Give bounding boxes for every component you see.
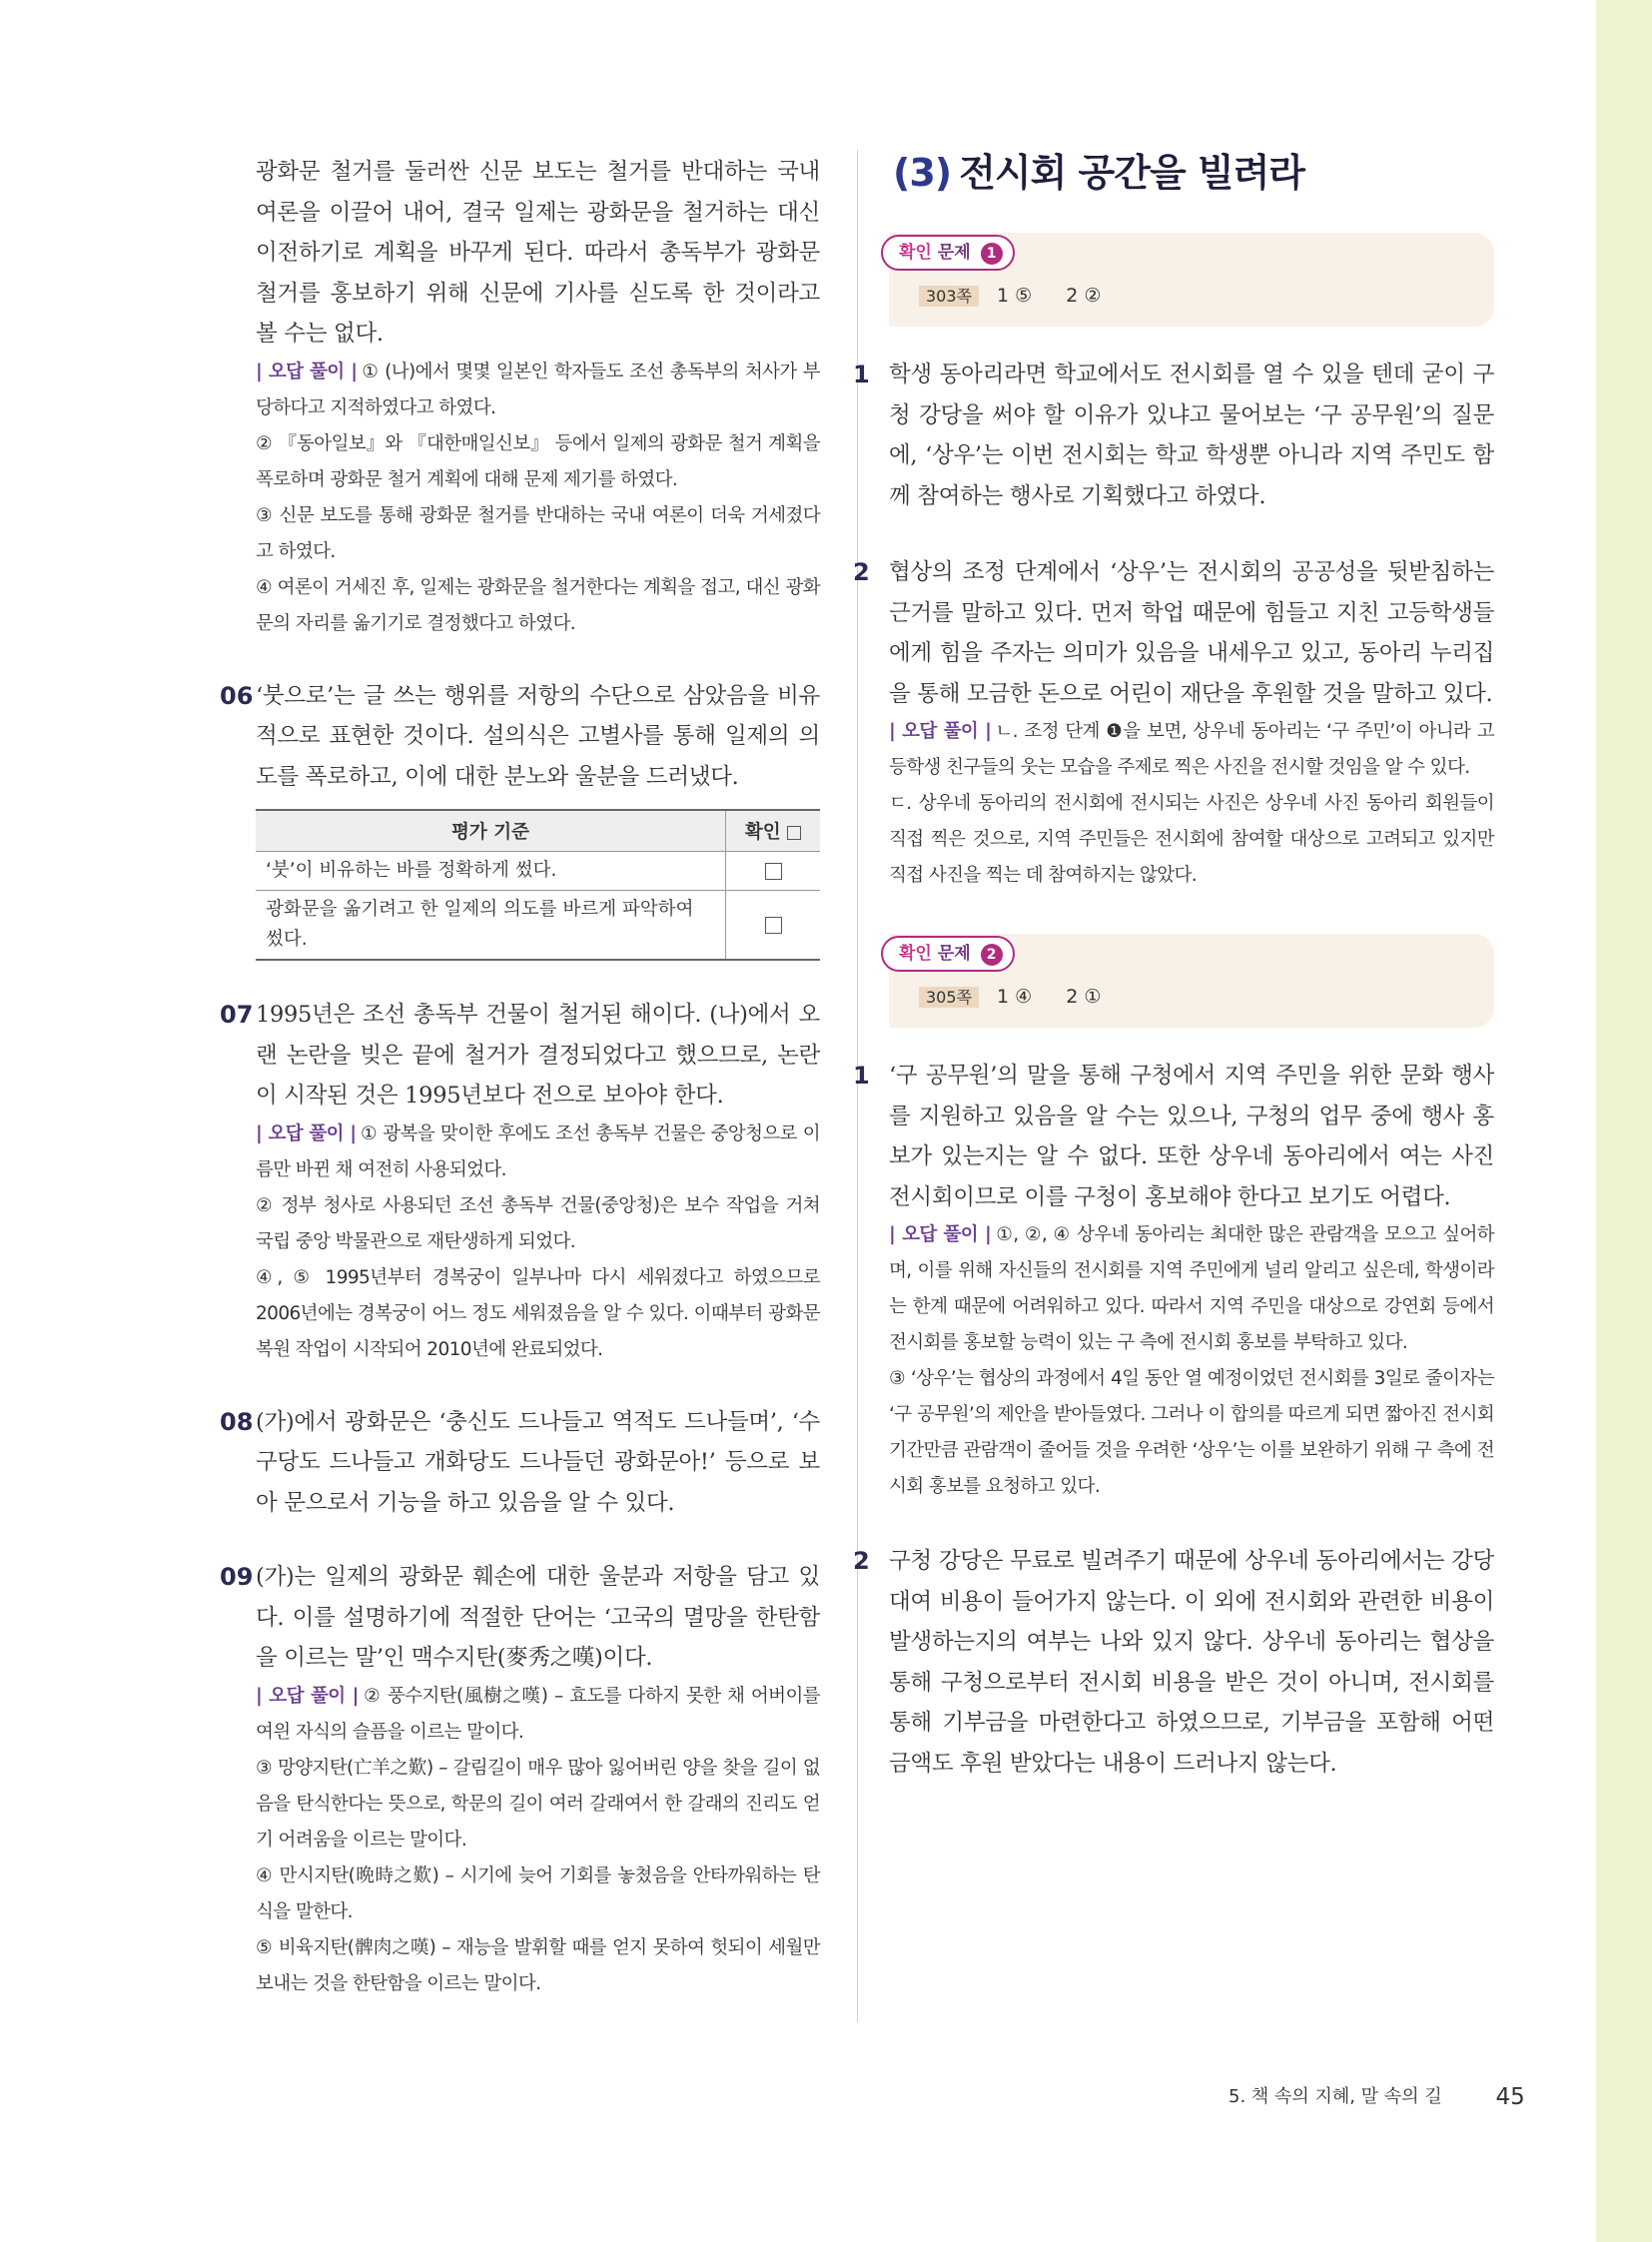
number-circle-icon: 2 — [981, 944, 1003, 966]
question-09 — [220, 1557, 820, 2002]
question-06 — [220, 676, 820, 962]
intro-paragraph: 광화문 철거를 둘러싼 신문 보도는 철거를 반대하는 국내 여론을 이끌어 내어, 결국 일제는 광화문을 철거하는 대신 이전하기로 계획을 바꾸게 된다. 따라서 총독부가 광화문 철거를 홍보하기 위해 신문에 기사를 싣도록 한 것이라고 볼 수는 없다. — [256, 159, 820, 347]
note-line: ④ 만시지탄(晩時之歎) – 시기에 늦어 기회를 놓쳤음을 안타까워하는 탄식을 말한다. — [256, 1865, 820, 1922]
note-tag: | 오답 풀이 | — [256, 1685, 359, 1707]
question-number: 07 — [220, 1001, 254, 1029]
confirm-badge: 확인 문제 1 — [881, 235, 1015, 271]
table-row — [256, 852, 820, 891]
checkbox[interactable] — [765, 917, 782, 934]
confirm-box-2 — [889, 934, 1494, 1028]
question-07 — [220, 995, 821, 1368]
confirm-badge: 확인 문제 2 — [881, 936, 1015, 972]
checkbox[interactable] — [765, 863, 782, 880]
answer: 1 ④ — [997, 986, 1033, 1008]
question-text: ‘붓으로’는 글 쓰는 행위를 저항의 수단으로 삼았음을 비유적으로 표현한 것이다. 설의식은 고별사를 통해 일제의 의도를 폭로하고, 이에 대한 분노와 울분을 드러냈다. — [256, 682, 820, 790]
answer: 2 ② — [1066, 285, 1102, 307]
question-number: 08 — [220, 1407, 254, 1436]
question-text: 학생 동아리라면 학교에서도 전시회를 열 수 있을 텐데 굳이 구청 강당을 써야 할 이유가 있냐고 물어보는 ‘구 공무원’의 질문에, ‘상우’는 이번 전시회는 학교 학생뿐 아니라 지역 주민도 함께 참여하는 행사로 기획했다고 하였다. — [889, 362, 1494, 509]
confirm1-question-1 — [853, 355, 1494, 516]
page-reference: 305쪽 — [919, 987, 979, 1008]
checkbox-icon — [787, 826, 801, 840]
page-number: 45 — [1495, 2084, 1525, 2110]
criteria-header: 평가 기준 — [256, 810, 726, 852]
note-line: | 오답 풀이 | ① 광복을 맞이한 후에도 조선 총독부 건물은 중앙청으로 이름만 바뀐 채 여전히 사용되었다. — [256, 1122, 821, 1180]
question-number: 09 — [220, 1563, 254, 1591]
confirm2-question-2 — [853, 1541, 1494, 1784]
left-column — [220, 152, 821, 2002]
question-text: ‘구 공무원’의 말을 통해 구청에서 지역 주민을 위한 문화 행사를 지원하고 있음을 알 수는 있으나, 구청의 업무 중에 행사 홍보가 있는지는 알 수 없다. 또한 상우네 동아리에서 여는 사진 전시회이므로 이를 구청이 홍보해야 한다고 보기도 어렵다. — [889, 1063, 1494, 1210]
note-line: | 오답 풀이 | ①, ②, ④ 상우네 동아리는 최대한 많은 관람객을 모으고 싶어하며, 이를 위해 자신들의 전시회를 지역 주민에게 널리 알리고 싶은데, 학생이라는 한계 때문에 어려워하고 있다. 따라서 지역 주민을 대상으로 강연회 등에서 전시회를 홍보할 능력이 있는 구 측에 전시회 홍보를 부탁하고 있다. — [889, 1224, 1494, 1353]
question-text: (가)에서 광화문은 ‘충신도 드나들고 역적도 드나들며’, ‘수구당도 드나들고 개화당도 드나들던 광화문아!’ 등으로 보아 문으로서 기능을 하고 있음을 알 수 있다. — [256, 1408, 820, 1516]
question-text: 1995년은 조선 총독부 건물이 철거된 해이다. (나)에서 오랜 논란을 빚은 끝에 철거가 결정되었다고 했으므로, 논란이 시작된 것은 1995년보다 전으로 보아야 한다. — [256, 1002, 820, 1109]
page-reference: 303쪽 — [919, 286, 979, 307]
answer-line — [919, 982, 1129, 1013]
right-column — [853, 151, 1495, 1784]
page-footer — [1229, 2082, 1525, 2110]
question-number: 1 — [853, 361, 870, 388]
question-number: 06 — [220, 681, 254, 710]
intro-notes — [256, 355, 820, 642]
note-line: ② 『동아일보』와 『대한매일신보』 등에서 일제의 광화문 철거 계획을 폭로하며 광화문 철거 계획에 대해 문제 제기를 하였다. — [256, 432, 820, 490]
answer-line — [919, 281, 1129, 312]
chapter-title: 5. 책 속의 지혜, 말 속의 길 — [1229, 2086, 1442, 2107]
confirm2-question-1 — [853, 1056, 1494, 1505]
note-tag: | 오답 풀이 | — [889, 1224, 992, 1245]
note-line: ④, ⑤ 1995년부터 경복궁이 일부나마 다시 세워졌다고 하였으므로 2006년에는 경복궁이 어느 정도 세워졌음을 알 수 있다. 이때부터 광화문 복원 작업이 시작되어 2010년에 완료되었다. — [256, 1266, 820, 1360]
confirm-box-1 — [889, 233, 1494, 327]
question-text: 구청 강당은 무료로 빌려주기 때문에 상우네 동아리에서는 강당 대여 비용이 들어가지 않는다. 이 외에 전시회와 관련한 비용이 발생하는지의 여부는 나와 있지 않다. 상우네 동아리는 협상을 통해 구청으로부터 전시회 비용을 받은 것이 아니며, 전시회를 통해 기부금을 마련한다고 하였으므로, 기부금을 포함해 어떤 금액도 후원 받았다는 내용이 드러나지 않는다. — [889, 1548, 1494, 1777]
question-number: 2 — [853, 558, 870, 586]
side-color-strip — [1596, 0, 1652, 2242]
note-line: ③ 망양지탄(亡羊之歎) – 갈림길이 매우 많아 잃어버린 양을 찾을 길이 없음을 탄식한다는 뜻으로, 학문의 길이 여러 갈래여서 한 갈래의 진리도 얻기 어려움을 이르는 말이다. — [256, 1757, 820, 1851]
criteria-cell: ‘붓’이 비유하는 바를 정확하게 썼다. — [256, 852, 726, 891]
answer: 2 ① — [1066, 986, 1102, 1008]
note-line: ④ 여론이 거세진 후, 일제는 광화문을 철거한다는 계획을 접고, 대신 광화문의 자리를 옮기기로 결정했다고 하였다. — [256, 576, 820, 634]
note-line: | 오답 풀이 | ① (나)에서 몇몇 일본인 학자들도 조선 총독부의 처사가 부당하다고 지적하였다고 하였다. — [256, 361, 821, 418]
confirm1-question-2 — [853, 552, 1495, 894]
section-title: (3) 전시회 공간을 빌려라 — [893, 151, 1305, 195]
question-text: (가)는 일제의 광화문 훼손에 대한 울분과 저항을 담고 있다. 이를 설명하기에 적절한 단어는 ‘고국의 멸망을 한탄함을 이르는 말’인 맥수지탄(麥秀之嘆)이다. — [256, 1564, 820, 1671]
note-line: ② 정부 청사로 사용되던 조선 총독부 건물(중앙청)은 보수 작업을 거쳐 국립 중앙 박물관으로 재탄생하게 되었다. — [256, 1194, 820, 1252]
note-line: ㄷ. 상우네 동아리의 전시회에 전시되는 사진은 상우네 사진 동아리 회원들이 직접 찍은 것으로, 지역 주민들은 전시회에 참여할 대상으로 고려되고 있지만 직접 사진을 찍는 데 참여하지는 않았다. — [889, 793, 1494, 886]
table-row — [256, 891, 820, 961]
criteria-table — [256, 809, 820, 961]
note-line: ③ ‘상우’는 협상의 과정에서 4일 동안 열 예정이었던 전시회를 3일로 줄이자는 ‘구 공무원’의 제안을 받아들였다. 그러나 이 합의를 따르게 되면 짧아진 전시회 기간만큼 관람객이 줄어들 것을 우려한 ‘상우’는 이를 보완하기 위해 구 측에 전시회 홍보를 요청하고 있다. — [889, 1368, 1494, 1497]
note-line: ⑤ 비육지탄(髀肉之嘆) – 재능을 발휘할 때를 얻지 못하여 헛되이 세월만 보내는 것을 한탄함을 이르는 말이다. — [256, 1936, 820, 1994]
note-tag: | 오답 풀이 | — [889, 721, 992, 742]
criteria-cell: 광화문을 옮기려고 한 일제의 의도를 바르게 파악하여 썼다. — [256, 891, 726, 961]
section-number: (3) — [893, 151, 952, 195]
question-08 — [220, 1402, 820, 1524]
note-tag: | 오답 풀이 | — [256, 1122, 357, 1144]
note-tag: | 오답 풀이 | — [256, 361, 358, 382]
check-header: 확인 — [726, 810, 821, 852]
note-line: ③ 신문 보도를 통해 광화문 철거를 반대하는 국내 여론이 더욱 거세졌다고 하였다. — [256, 504, 820, 562]
question-number: 1 — [853, 1062, 870, 1090]
number-circle-icon: 1 — [981, 243, 1003, 265]
question-number: 2 — [853, 1547, 870, 1575]
note-line: | 오답 풀이 | ② 풍수지탄(風樹之嘆) – 효도를 다하지 못한 채 어버이를 여읜 자식의 슬픔을 이르는 말이다. — [256, 1685, 820, 1743]
question-text: 협상의 조정 단계에서 ‘상우’는 전시회의 공공성을 뒷받침하는 근거를 말하고 있다. 먼저 학업 때문에 힘들고 지친 고등학생들에게 힘을 주자는 의미가 있음을 내세우고 있고, 동아리 누리집을 통해 모금한 돈으로 어린이 재단을 후원할 것을 말하고 있다. — [889, 559, 1494, 707]
note-line: | 오답 풀이 | ㄴ. 조정 단계 ❶을 보면, 상우네 동아리는 ‘구 주민’이 아니라 고등학생 친구들의 웃는 모습을 주제로 찍은 사진을 전시할 것임을 알 수 있다. — [889, 721, 1495, 778]
answer: 1 ⑤ — [997, 285, 1033, 307]
